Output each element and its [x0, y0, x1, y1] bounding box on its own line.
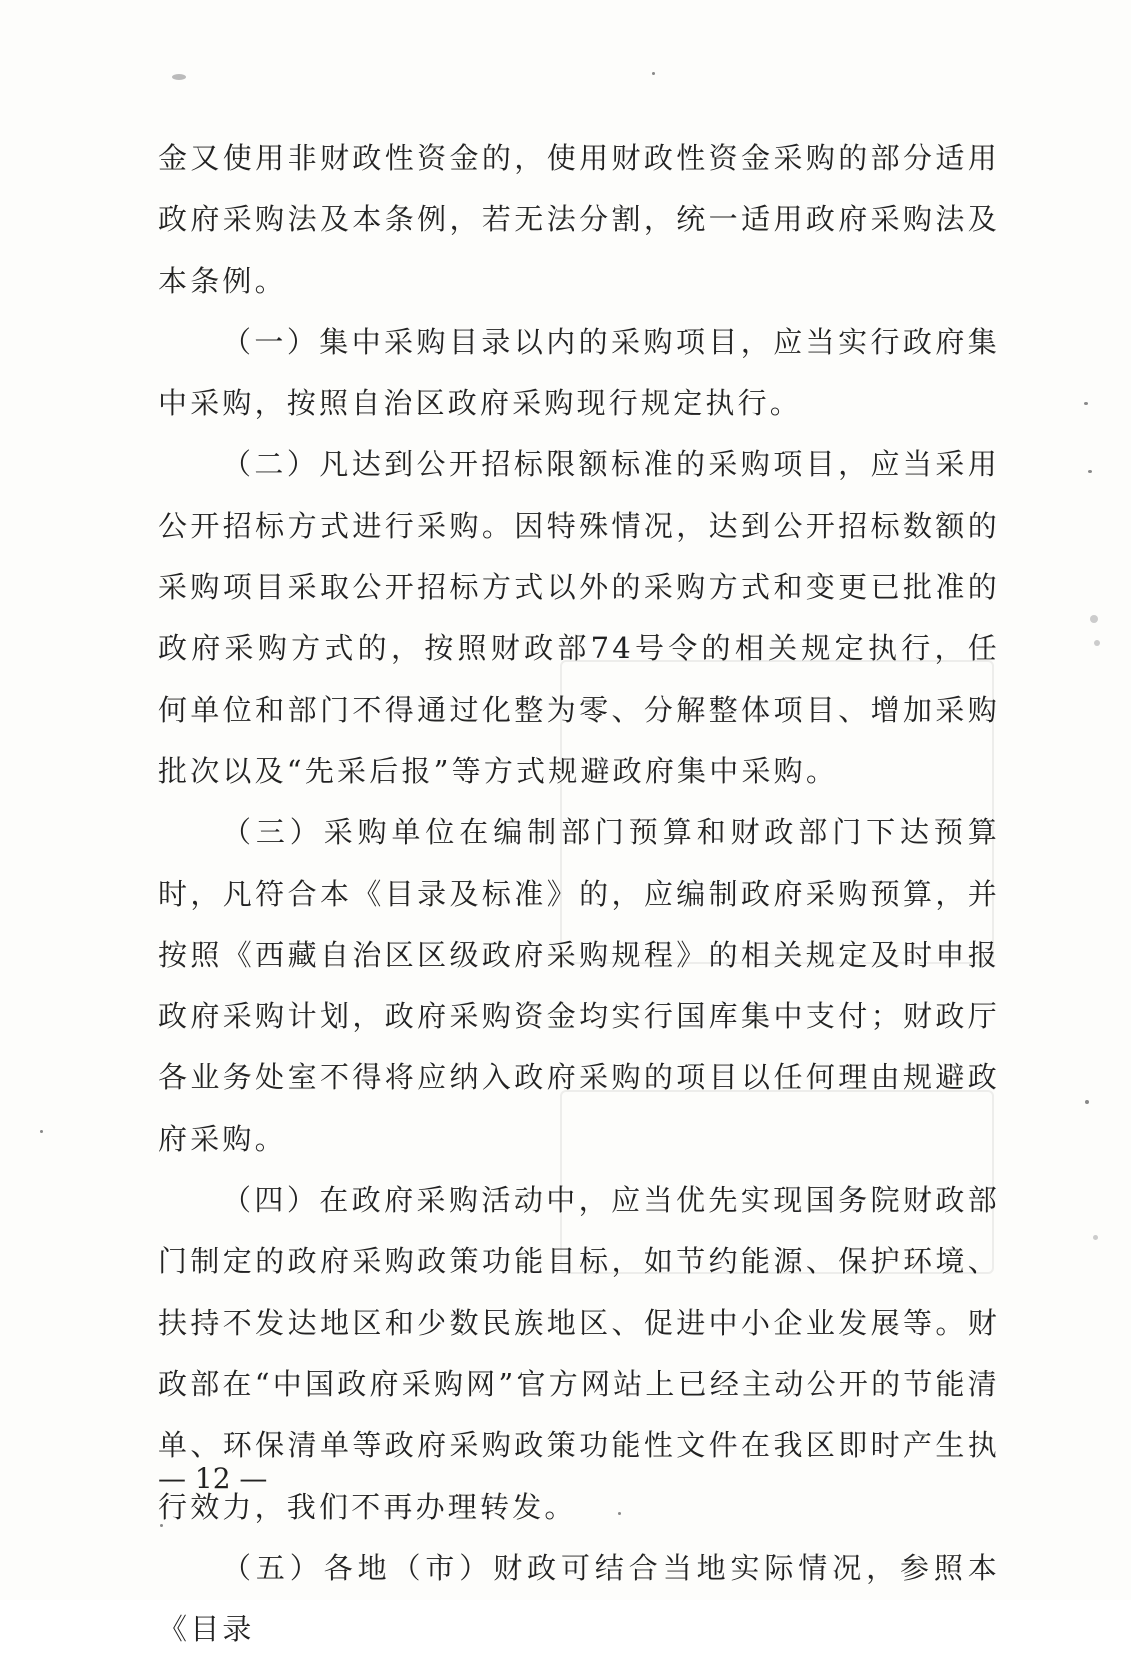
scan-speck — [1090, 615, 1098, 623]
paragraph: （四）在政府采购活动中，应当优先实现国务院财政部门制定的政府采购政策功能目标，如节约能源、保护环境、扶持不发达地区和少数民族地区、促进中小企业发展等。财政部在“中国政府采购网”官方网站上已经主动公开的节能清单、环保清单等政府采购政策功能性文件在我区即时产生执行效力，我们不再办理转发。 — [158, 1183, 1000, 1524]
scan-speck — [1094, 640, 1100, 646]
paragraph: （五）各地（市）财政可结合当地实际情况，参照本《目录 — [158, 1550, 1000, 1647]
paragraph: （二）凡达到公开招标限额标准的采购项目，应当采用公开招标方式进行采购。因特殊情况，达到公开招标数额的采购项目采取公开招标方式以外的采购方式和变更已批准的政府采购方式的，按照财政部74号令的相关规定执行，任何单位和部门不得通过化整为零、分解整体项目、增加采购批次以及“先采后报”等方式规避政府集中采购。 — [158, 447, 1000, 788]
paragraph: 金又使用非财政性资金的，使用财政性资金采购的部分适用政府采购法及本条例，若无法分割，统一适用政府采购法及本条例。 — [158, 141, 1000, 298]
scan-speck — [1085, 1100, 1089, 1104]
body-text — [158, 128, 1000, 1660]
page-number: — 12 — — [158, 1462, 268, 1495]
scan-speck — [652, 72, 655, 75]
scan-speck — [40, 1130, 43, 1133]
scan-speck — [172, 74, 186, 80]
paragraph: （三）采购单位在编制部门预算和财政部门下达预算时，凡符合本《目录及标准》的，应编制政府采购预算，并按照《西藏自治区区级政府采购规程》的相关规定及时申报政府采购计划，政府采购资金均实行国库集中支付；财政厅各业务处室不得将应纳入政府采购的项目以任何理由规避政府采购。 — [158, 815, 1000, 1156]
scan-speck — [1093, 1235, 1098, 1240]
scan-speck — [1088, 470, 1092, 473]
scan-speck — [1084, 402, 1088, 405]
paragraph: （一）集中采购目录以内的采购项目，应当实行政府集中采购，按照自治区政府采购现行规定执行。 — [158, 324, 1000, 421]
